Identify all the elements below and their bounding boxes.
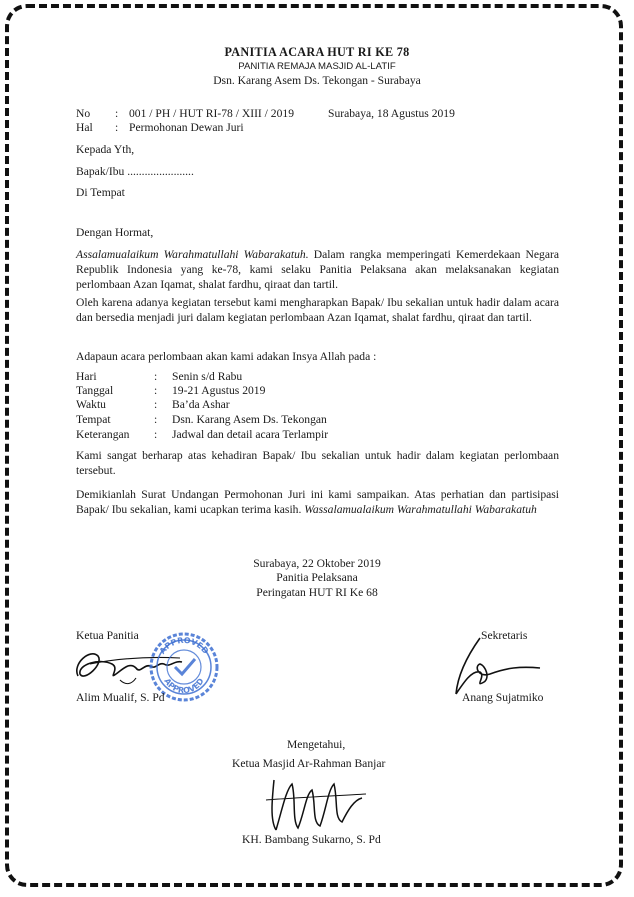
closing-greeting: Wassalamualaikum Warahmatullahi Wabarakatuh [304, 503, 537, 516]
stamp-text-bottom: APPROVED [162, 676, 206, 696]
no-label: No [76, 107, 91, 120]
detail-value: Senin s/d Rabu [172, 370, 243, 383]
no-colon: : [115, 107, 119, 120]
letter-subject: Permohonan Dewan Juri [129, 121, 244, 134]
hal-colon: : [115, 121, 119, 134]
detail-colon: : [154, 413, 158, 426]
ketua-title: Ketua Panitia [76, 629, 139, 642]
masjid-name: KH. Bambang Sukarno, S. Pd [242, 833, 381, 846]
opening-greeting: Assalamualaikum Warahmatullahi Wabarakatuh. [76, 248, 309, 261]
org-subtitle: PANITIA REMAJA MASJID AL-LATIF [238, 61, 396, 72]
detail-colon: : [154, 384, 158, 397]
paragraph-5-text: Demikianlah Surat Undangan Permohonan Juri ini kami sampaikan. Atas perhatian dan partisipasi Bapak/ Ibu sekalian, kami ucapkan terima kasih. [76, 488, 559, 516]
detail-value: 19-21 Agustus 2019 [172, 384, 266, 397]
detail-label: Keterangan [76, 428, 130, 441]
closing-event: Peringatan HUT RI Ke 68 [256, 586, 378, 599]
detail-colon: : [154, 428, 158, 441]
salutation: Dengan Hormat, [76, 226, 154, 239]
recipient-name: Bapak/Ibu ....................... [76, 165, 194, 178]
paragraph-2: Oleh karena adanya kegiatan tersebut kami mengharapkan Bapak/ Ibu sekalian untuk hadir dalam acara dan bersedia menjadi juri dalam kegiatan perlombaan Azan Iqamat, shalat fardhu, qiraat dan tartil. [76, 296, 559, 324]
masjid-title: Ketua Masjid Ar-Rahman Banjar [232, 757, 386, 770]
org-address: Dsn. Karang Asem Ds. Tekongan - Surabaya [213, 74, 421, 87]
detail-label: Waktu [76, 398, 106, 411]
detail-label: Hari [76, 370, 97, 383]
detail-colon: : [154, 370, 158, 383]
closing-committee: Panitia Pelaksana [276, 571, 358, 584]
paragraph-1 [76, 247, 559, 292]
detail-label: Tempat [76, 413, 111, 426]
detail-value: Dsn. Karang Asem Ds. Tekongan [172, 413, 327, 426]
detail-value: Ba’da Ashar [172, 398, 230, 411]
ketua-name: Alim Mualif, S. Pd [76, 691, 165, 704]
masjid-signature [262, 770, 372, 840]
detail-label: Tanggal [76, 384, 114, 397]
letter-number: 001 / PH / HUT RI-78 / XIII / 2019 [129, 107, 294, 120]
letter-place-date: Surabaya, 18 Agustus 2019 [328, 107, 455, 120]
detail-value: Jadwal dan detail acara Terlampir [172, 428, 329, 441]
paragraph-4: Kami sangat berharap atas kehadiran Bapak/ Ibu sekalian untuk hadir dalam kegiatan perlombaan tersebut. [76, 449, 559, 477]
svg-text:APPROVED [162, 676, 206, 695]
sekretaris-name: Anang Sujatmiko [462, 691, 544, 704]
detail-colon: : [154, 398, 158, 411]
paragraph-5 [76, 487, 559, 517]
mengetahui-label: Mengetahui, [287, 738, 346, 751]
paragraph-1-text: Dalam rangka memperingati Kemerdekaan Negara Republik Indonesia yang ke-78, kami selaku Panitia Pelaksana akan melaksanakan kegiatan perlombaan Azan Iqamat, shalat fardhu, qiraat dan tartil. [76, 248, 559, 291]
paragraph-3: Adapaun acara perlombaan akan kami adakan Insya Allah pada : [76, 350, 377, 363]
sekretaris-title: Sekretaris [481, 629, 528, 642]
recipient-place: Di Tempat [76, 186, 125, 199]
org-title: PANITIA ACARA HUT RI KE 78 [224, 45, 410, 59]
closing-date: Surabaya, 22 Oktober 2019 [253, 557, 381, 570]
recipient-kepada: Kepada Yth, [76, 143, 135, 156]
hal-label: Hal [76, 121, 93, 134]
stamp-text-top: APPROVED [157, 635, 211, 656]
